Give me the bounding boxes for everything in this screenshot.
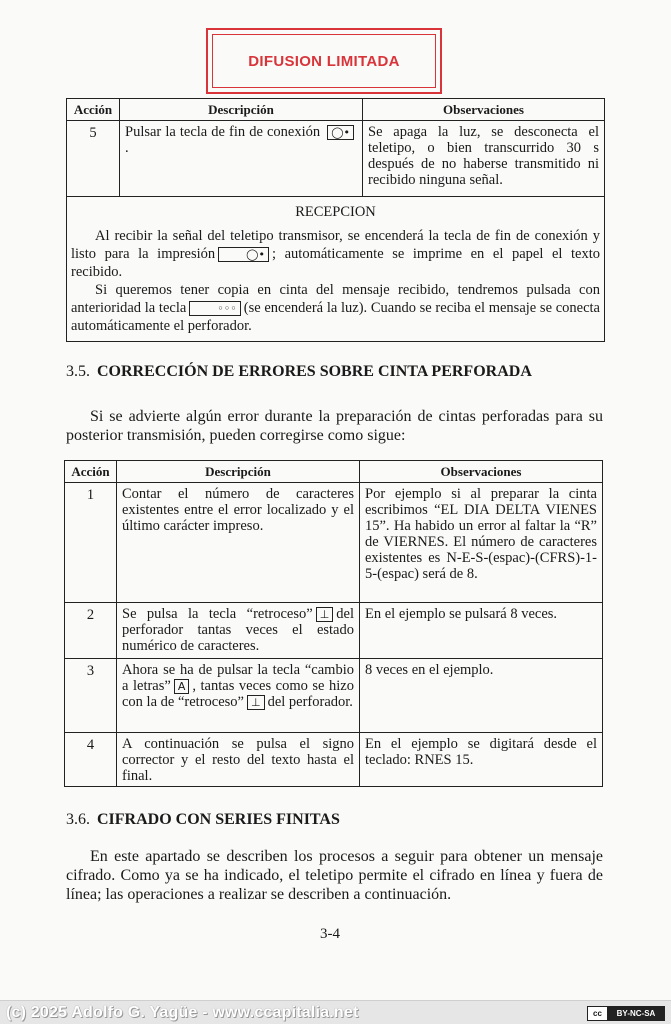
footer-bar xyxy=(0,1000,671,1024)
reception-p1-text-end: ; automáticamente se imprime en el papel el texto recibido. xyxy=(71,246,601,280)
reception-paragraph-2 xyxy=(71,281,600,335)
row-description xyxy=(120,121,363,197)
table-header-row xyxy=(65,461,603,483)
backspace-key-icon: ⊥ xyxy=(316,607,334,622)
cc-license-badge[interactable] xyxy=(587,1006,665,1021)
desc-text-mid: , tantas veces como se hizo con la de “retroceso” xyxy=(122,678,354,711)
row-observations: 8 veces en el ejemplo. xyxy=(360,659,603,733)
table-row xyxy=(65,603,603,659)
letters-key-icon: A xyxy=(174,679,190,694)
row-observations: Por ejemplo si al preparar la cinta escribimos “EL DIA DELTA VIENES 15”. Ha habido un error al faltar la “R” de VIERNES. El número de caracteres existentes es N-E-S-(espac)-(CFRS)-1-5-(espac) será de 8. xyxy=(360,483,603,603)
section-title: CIFRADO CON SERIES FINITAS xyxy=(97,811,340,828)
section-number: 3.5. xyxy=(66,363,90,380)
header-observaciones: Observaciones xyxy=(360,461,603,483)
reception-paragraph-1 xyxy=(71,227,600,281)
row-observations: En el ejemplo se digitará desde el teclado: RNES 15. xyxy=(360,733,603,787)
reception-title: RECEPCION xyxy=(295,204,376,220)
end-connection-key-icon: ◯• xyxy=(218,247,269,262)
reception-p2-text-end: (se encenderá la luz). Cuando se reciba el mensaje se conecta automáticamente el perforador. xyxy=(71,300,600,334)
cc-icon: cc xyxy=(588,1007,608,1020)
desc-text: Se pulsa la tecla “retroceso” xyxy=(122,606,313,622)
header-descripcion: Descripción xyxy=(120,99,363,121)
section-number: 3.6. xyxy=(66,811,90,828)
table-header-row xyxy=(67,99,605,121)
header-accion: Acción xyxy=(65,461,117,483)
section-heading-3-6 xyxy=(66,811,340,829)
transmission-table xyxy=(66,98,605,342)
section-3-5-paragraph: Si se advierte algún error durante la preparación de cintas perforadas para su posterior transmisión, pueden corregirse como sigue: xyxy=(66,408,603,444)
reception-row xyxy=(67,197,605,342)
reception-cell xyxy=(67,197,605,342)
row-number: 4 xyxy=(65,733,117,787)
license-label: BY-NC-SA xyxy=(608,1007,664,1020)
table-row xyxy=(65,483,603,603)
row-number: 2 xyxy=(65,603,117,659)
section-heading-3-5 xyxy=(66,363,532,381)
stamp-text: DIFUSION LIMITADA xyxy=(248,52,400,70)
reception-p1-text: Al recibir la señal del teletipo transmisor, se encenderá la tecla de fin de conexión y listo para la impresión xyxy=(71,228,600,262)
section-title: CORRECCIÓN DE ERRORES SOBRE CINTA PERFORADA xyxy=(97,363,532,380)
reception-p2-text: Si queremos tener copia en cinta del mensaje recibido, tendremos pulsada con anterioridad la tecla xyxy=(71,282,600,316)
row-description xyxy=(117,659,360,733)
table-row xyxy=(65,659,603,733)
table-row xyxy=(67,121,605,197)
backspace-key-icon: ⊥ xyxy=(247,695,265,710)
error-correction-table xyxy=(64,460,603,787)
end-connection-key-icon: ◯• xyxy=(327,125,354,140)
tape-key-icon: ◦◦◦ xyxy=(189,301,240,316)
table-row xyxy=(65,733,603,787)
row-description xyxy=(117,603,360,659)
row-description: A continuación se pulsa el signo corrector y el resto del texto hasta el final. xyxy=(117,733,360,787)
distribution-stamp xyxy=(206,28,442,94)
row-number: 3 xyxy=(65,659,117,733)
desc-text: Pulsar la tecla de fin de conexión xyxy=(125,124,321,140)
row-observations: Se apaga la luz, se desconecta el teletipo, o bien transcurrido 30 s después de no haberse transmitido ni recibido ninguna señal. xyxy=(363,121,605,197)
row-number: 5 xyxy=(67,121,120,197)
desc-text-end: del perforador. xyxy=(267,694,353,711)
header-observaciones: Observaciones xyxy=(363,99,605,121)
row-observations: En el ejemplo se pulsará 8 veces. xyxy=(360,603,603,659)
section-3-6-paragraph: En este apartado se describen los procesos a seguir para obtener un mensaje cifrado. Como ya se ha indicado, el teletipo permite el cifrado en línea y fuera de línea; las operaciones a realizar se describen a continuación. xyxy=(66,848,603,903)
desc-text: Ahora se ha de pulsar la tecla “cambio a letras” xyxy=(122,662,354,694)
header-accion: Acción xyxy=(67,99,120,121)
page-number: 3-4 xyxy=(320,926,340,942)
footer-credit: (c) 2025 Adolfo G. Yagüe - www.ccapitalia.net xyxy=(6,1004,359,1021)
header-descripcion: Descripción xyxy=(117,461,360,483)
stamp-inner-border xyxy=(212,34,436,88)
row-description: Contar el número de caracteres existentes entre el error localizado y el último carácter impreso. xyxy=(117,483,360,603)
desc-end: . xyxy=(125,140,129,157)
desc-text-end: del perforador tantas veces el estado numérico de caracteres. xyxy=(122,606,354,655)
row-number: 1 xyxy=(65,483,117,603)
